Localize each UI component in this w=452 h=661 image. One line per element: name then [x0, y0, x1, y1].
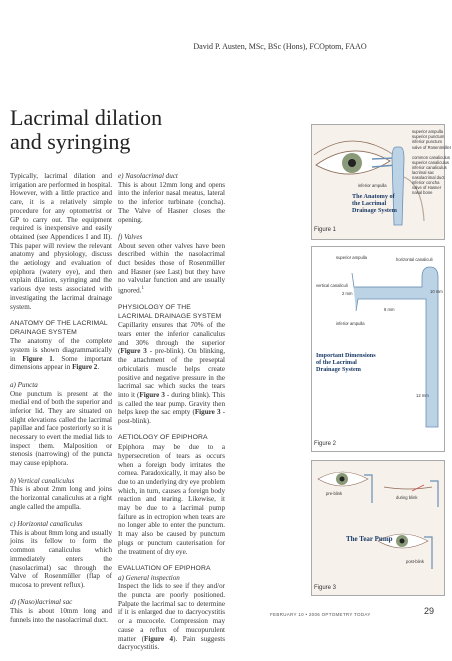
page-footer: FEBRUARY 10 • 2006 OPTOMETRY TODAY — [270, 612, 371, 617]
puncta-paragraph: One punctum is present at the medial end of both the superior and inferior lid. They are situated on slight elevations called the lacrimal papillae and face posteriorly so it is necessary to evert the medial lids to inspect them. Malposition or stenosis (narrowing) of the puncta may cause epiphora. — [10, 389, 112, 468]
fig1-label: lacrimal sac — [412, 170, 435, 175]
fig1-label: common canaliculus — [412, 155, 450, 160]
lacrimal-sac-paragraph: This is about 10mm long and funnels into the nasolacrimal duct. — [10, 607, 112, 624]
figure-1-box — [311, 124, 452, 240]
vertical-canaliculus-paragraph: This is about 2mm long and joins the horizontal canaliculus at a right angle called the ampulla. — [10, 485, 112, 511]
nasolacrimal-duct-heading: e) Nasolacrimal duct — [118, 172, 178, 180]
text-column-2 — [118, 172, 225, 661]
author-byline: David P. Austen, MSc, BSc (Hons), FCOptom, FAAO — [193, 42, 367, 51]
physiology-heading: PHYSIOLOGY OF THE LACRIMAL DRAINAGE SYSTEM — [118, 303, 222, 320]
fig1-label: inferior ampulla — [358, 183, 387, 188]
anatomy-paragraph: The anatomy of the complete system is shown diagrammatically in Figure 1. Some important dimensions appear in Figure 2. — [10, 337, 112, 372]
figure-3-ref: Figure 3 — [194, 408, 221, 417]
fig3-label: pre-blink — [326, 491, 343, 496]
fig2-label: 2 mm — [342, 291, 353, 296]
horizontal-canaliculus-paragraph: This is about 8mm long and usually joins its fellow to form the common canaliculus which immediately enters the (nasolacrimal) sac through the Valve of Rosenmüller (flap of mucosa to prevent reflux). — [10, 528, 112, 589]
title-line-2: and syringing — [10, 129, 131, 154]
figure-2-label: Figure 2 — [314, 441, 337, 447]
fig3-label: post-blink — [406, 559, 424, 564]
text-column-1 — [10, 172, 112, 633]
puncta-heading: a) Puncta — [10, 380, 38, 389]
aetiology-heading: AETIOLOGY OF EPIPHORA — [118, 434, 208, 442]
aetiology-paragraph: Epiphora may be due to a hypersecretion of tears as occurs when a foreign body irritates the cornea. Paradoxically, it may also be due to an underlying dry eye problem which, in turn, causes a foreign body reaction and tearing. Likewise, it may be due to a lacrimal pump failure as in ectropion when tears are no longer able to enter the punctum. It may also be caused by punctum plugs or punctum cauterisation for the treatment of dry eye. — [118, 443, 225, 556]
fig1-label: valve of Hasner — [412, 185, 442, 190]
figure-3-ref: Figure 3 — [139, 390, 165, 399]
figure-1-illustration — [312, 125, 452, 239]
evaluation-paragraph: Inspect the lids to see if they and/or the puncta are poorly positioned. Palpate the lacrimal sac to determine if it is enlarged due to dacryocystitis or a mucocele. Compression may cause a reflux of mucopurulent matter (Figure 4). Pain suggests dacryocystitis. — [118, 582, 225, 652]
valves-heading: f) Valves — [118, 232, 143, 241]
figure-3-label: Figure 3 — [314, 585, 337, 591]
fig2-label: vertical canaliculi — [316, 283, 348, 288]
lacrimal-sac-heading: d) (Naso)lacrimal sac — [10, 598, 73, 607]
fig2-label: 8 mm — [384, 307, 395, 312]
fig1-label: inferior punctum — [412, 139, 443, 144]
fig2-title-line: Important Dimensions — [316, 352, 376, 359]
fig2-label: 12 mm — [416, 393, 429, 398]
fig1-title-line: The Anatomy of — [352, 193, 395, 200]
horizontal-canaliculus-heading: c) Horizontal canaliculus — [10, 520, 83, 529]
fig2-label: superior ampulla — [336, 255, 367, 260]
anatomy-heading: ANATOMY OF THE LACRIMAL DRAINAGE SYSTEM — [10, 319, 108, 336]
reference-superscript: 1 — [141, 286, 144, 292]
fig1-label: superior punctum — [412, 134, 445, 139]
fig1-label: inferior concha — [412, 180, 440, 185]
fig3-title: The Tear Pump — [346, 535, 393, 543]
fig2-label: 10 mm — [430, 289, 443, 294]
fig2-label: inferior ampulla — [336, 321, 365, 326]
vertical-canaliculus-heading: b) Vertical canaliculus — [10, 476, 75, 485]
fig2-label: horizontal canaliculi — [396, 257, 433, 262]
figure-3-illustration — [312, 461, 444, 595]
figure-1-label: Figure 1 — [314, 227, 337, 233]
fig2-title-line: Drainage System — [316, 366, 361, 373]
figure-2-box — [311, 246, 445, 452]
figure-3-ref: Figure 3 — [120, 347, 147, 356]
fig1-label: valve of Rosenmüller — [412, 145, 452, 150]
nasolacrimal-duct-paragraph: This is about 12mm long and opens into the inferior nasal meatus, lateral to the inferior turbinate (concha). The Valve of Hasner closes the opening. — [118, 180, 225, 224]
fig1-label: superior ampulla — [412, 129, 443, 134]
general-inspection-heading: a) General inspection — [118, 573, 180, 582]
figure-3-box — [311, 460, 445, 596]
fig3-label: during blink — [396, 495, 418, 500]
physiology-paragraph: Capillarity ensures that 70% of the tears enter the inferior canaliculus and 30% through the superior (Figure 3 - pre-blink). On blinking, the attachment of the preseptal orbicularis muscle helps create positive and negative pressure in the lacrimal sac which sucks the tears into it (Figure 3 - during blink). This is called the tear pump. Gravity then helps keep the sac empty (Figure 3 - post-blink). — [118, 321, 225, 426]
fig1-label: nasolacrimal duct — [412, 175, 445, 180]
fig1-label: nasal bone — [412, 190, 433, 195]
valves-paragraph: About seven other valves have been described within the nasolacrimal duct besides those of Rosenmüller and Hasner (see Last) but they have no valvular function and are usually ignored.$^1$ — [118, 241, 225, 295]
intro-paragraph: Typically, lacrimal dilation and irrigation are performed in hospital. However, with a little practice and care, it is a relatively simple procedure for any optometrist or GP to carry out. The equipment required is inexpensive and easily obtained (see Appendices I and II). This paper will review the relevant anatomy and physiology, discuss the aetiology and evaluation of epiphora (watery eye), and then explain dilation, syringing and the various dye tests associated with investigating the lacrimal drainage system. — [10, 172, 112, 311]
title-line-1: Lacrimal dilation — [10, 105, 163, 130]
page-number: 29 — [424, 606, 435, 616]
fig1-title-line: Drainage System — [352, 207, 397, 214]
fig1-label: superior canaliculus — [412, 160, 450, 165]
fig1-title-line: the Lacrimal — [352, 200, 387, 207]
figure-2-illustration — [312, 247, 444, 451]
evaluation-heading: EVALUATION OF EPIPHORA — [118, 564, 211, 572]
figure-2-ref: Figure 2 — [72, 363, 98, 372]
fig1-label: inferior canaliculus — [412, 165, 447, 170]
article-title — [10, 106, 180, 154]
figure-4-ref: Figure 4 — [144, 634, 174, 643]
figure-1-ref: Figure 1 — [22, 354, 53, 363]
fig2-title-line: of the Lacrimal — [316, 359, 357, 366]
